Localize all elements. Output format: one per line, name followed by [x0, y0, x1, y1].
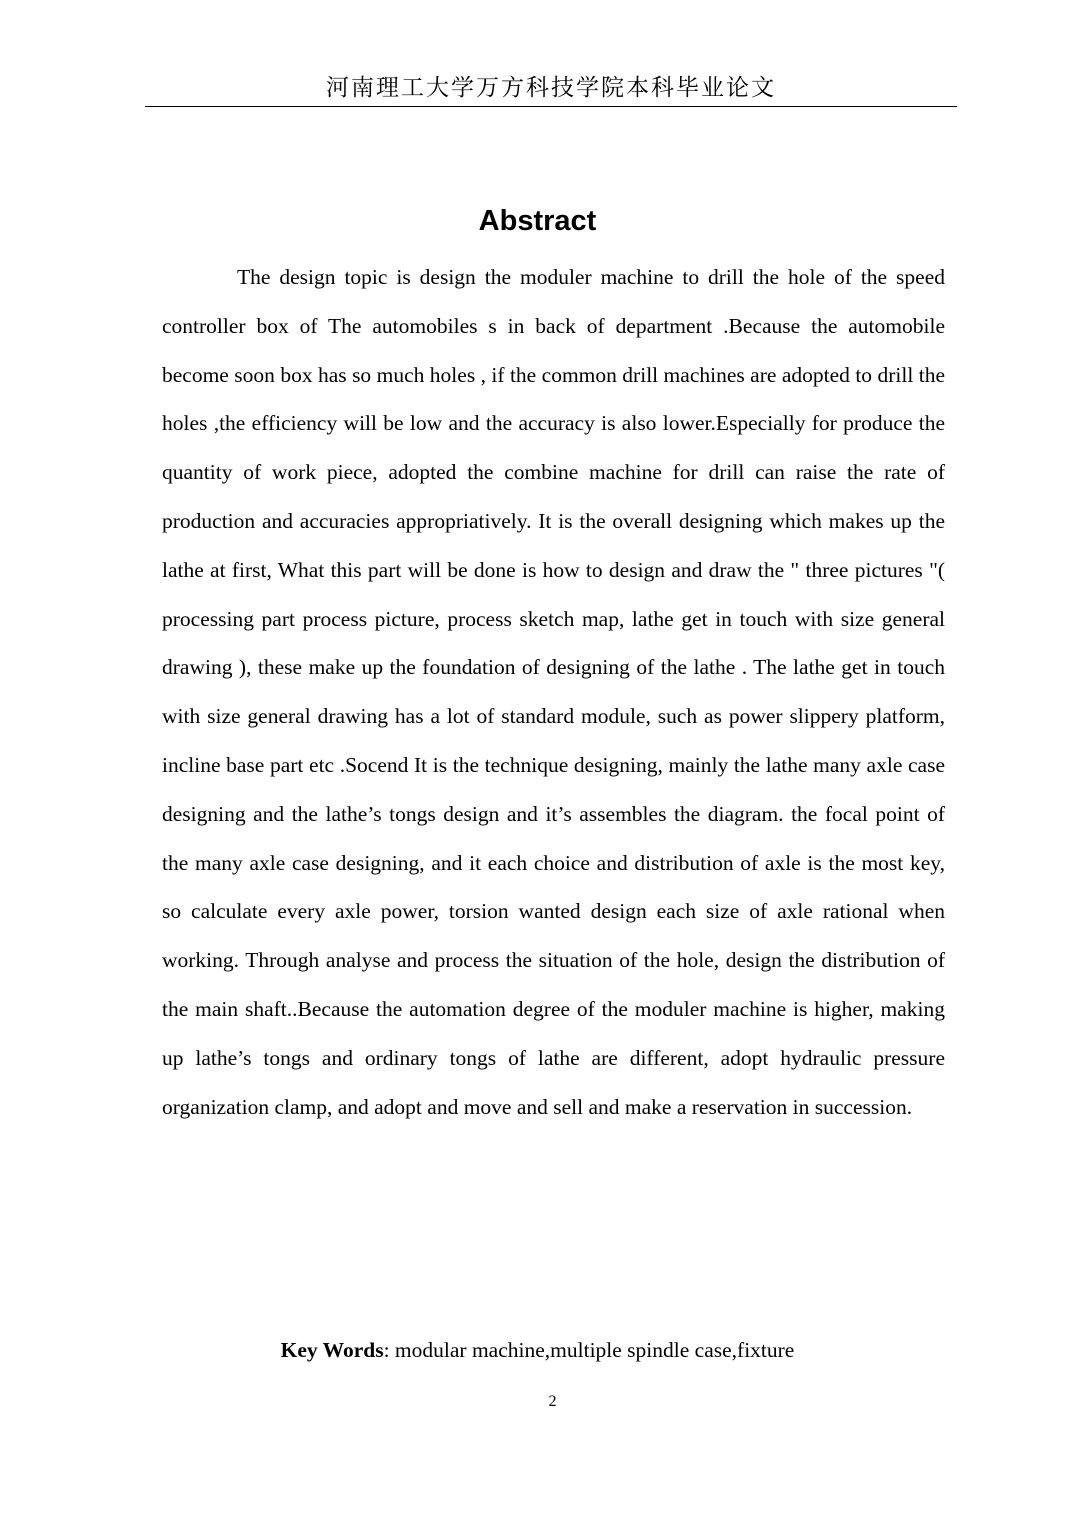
abstract-body: The design topic is design the moduler machine to drill the hole of the speed controller box of The automobiles s in back of department .Because the automobile become soon box has so much holes , if the common drill machines are adopted to drill the holes ,the efficiency will be low and the accuracy is also lower.Especially for produce the quantity of work piece, adopted the combine machine for drill can raise the rate of production and accuracies appropriatively. It is the overall designing which makes up the lathe at first, What this part will be done is how to design and draw the " three pictures "( processing part process picture, process sketch map, lathe get in touch with size general drawing ), these make up the foundation of designing of the lathe . The lathe get in touch with size general drawing has a lot of standard module, such as power slippery platform, incline base part etc .Socend It is the technique designing, mainly the lathe many axle case designing and the lathe’s tongs design and it’s assembles the diagram. the focal point of the many axle case designing, and it each choice and distribution of axle is the most key, so calculate every axle power, torsion wanted design each size of axle rational when working. Through analyse and process the situation of the hole, design the distribution of the main shaft..Because the automation degree of the moduler machine is higher, making up lathe’s tongs and ordinary tongs of lathe are different, adopt hydraulic pressure organization clamp, and adopt and move and sell and make a reservation in succession. [162, 265, 945, 1119]
page-number: 2 [548, 1393, 557, 1410]
keywords-label: Key Words [280, 1338, 384, 1362]
running-header: 河南理工大学万方科技学院本科毕业论文 [145, 70, 957, 107]
page-title: Abstract [478, 205, 597, 237]
keywords-line [0, 1330, 1075, 1370]
keywords-value: : modular machine,multiple spindle case,fixture [383, 1338, 795, 1362]
